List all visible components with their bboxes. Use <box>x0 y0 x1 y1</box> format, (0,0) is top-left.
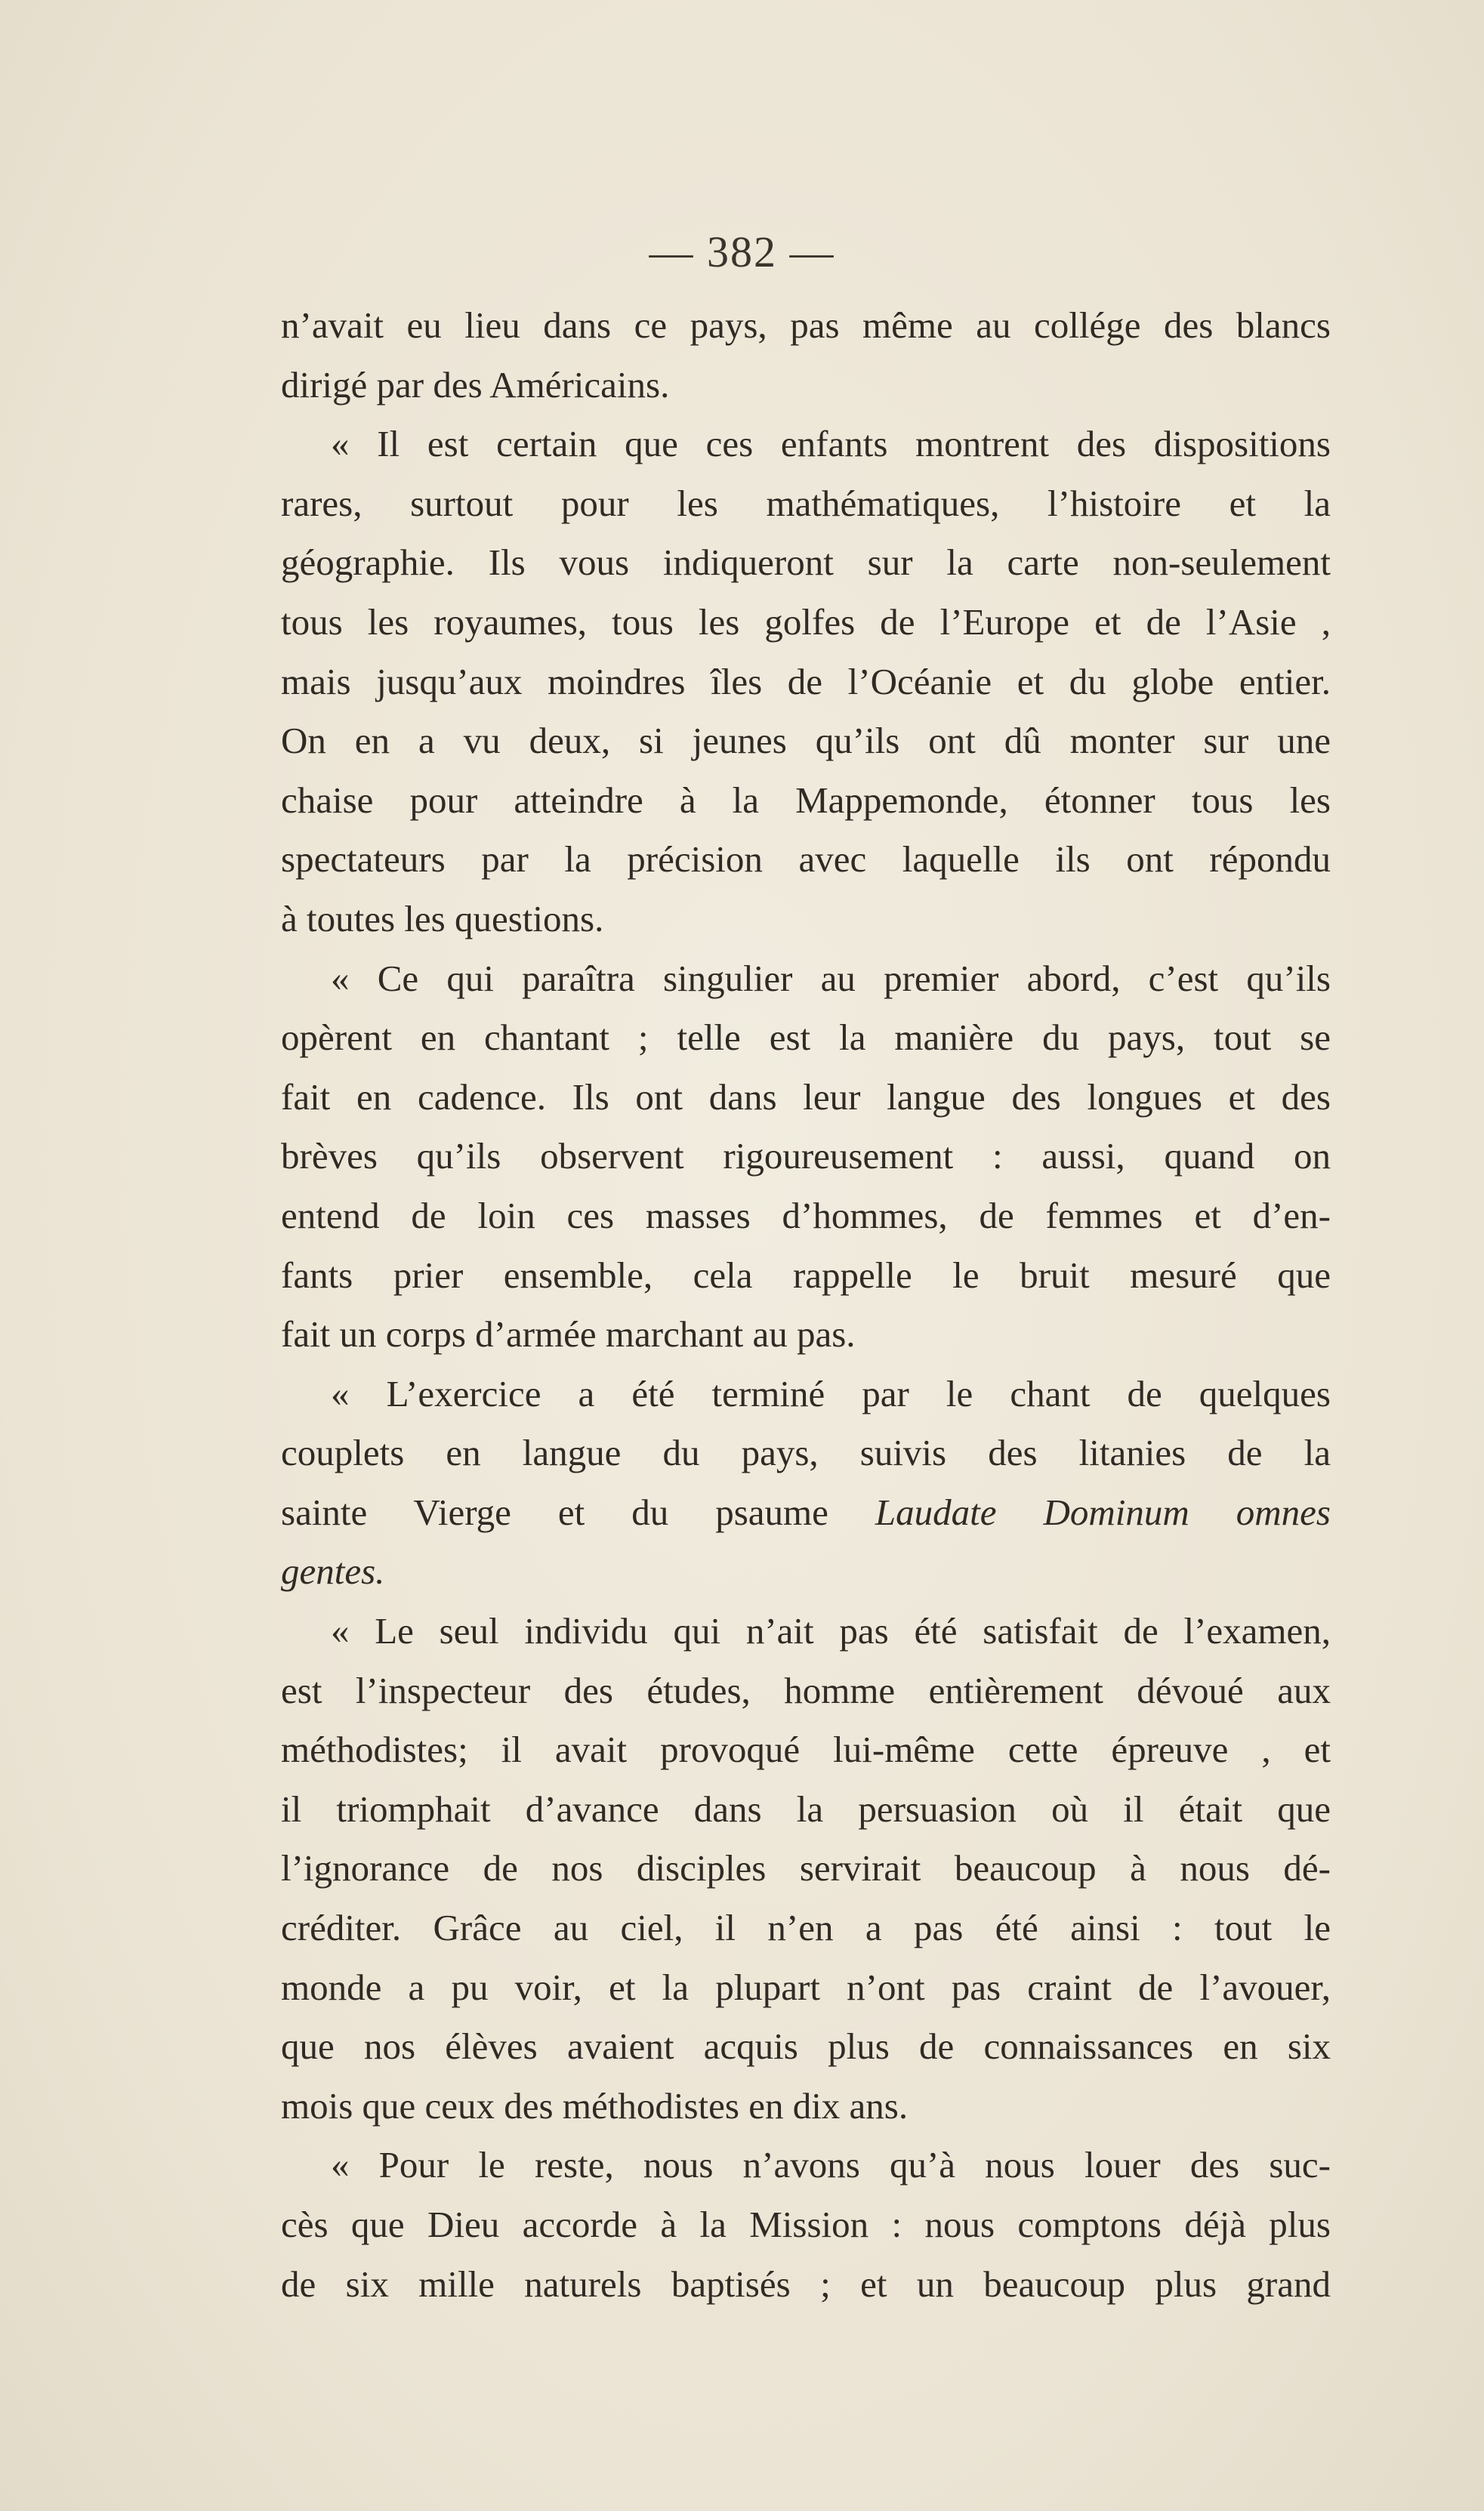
text-line: tous les royaumes, tous les golfes de l’Europe et de l’Asie , <box>281 600 1331 643</box>
paragraph-start-line: « L’exercice a été terminé par le chant de quelques <box>331 1372 1331 1414</box>
text-line: opèrent en chantant ; telle est la manière du pays, tout se <box>281 1016 1331 1059</box>
text-line: que nos élèves avaient acquis plus de connaissances en six <box>281 2025 1331 2068</box>
text-line: spectateurs par la précision avec laquelle ils ont répondu <box>281 838 1331 881</box>
text-line: l’ignorance de nos disciples servirait beaucoup à nous dé- <box>281 1847 1331 1889</box>
text-line: fait un corps d’armée marchant au pas. <box>281 1313 856 1356</box>
text-line: de six mille naturels baptisés ; et un beaucoup plus grand <box>281 2263 1331 2305</box>
paragraph-start-line: « Le seul individu qui n’ait pas été satisfait de l’examen, <box>331 1610 1331 1652</box>
text-line: rares, surtout pour les mathématiques, l’histoire et la <box>281 482 1331 524</box>
text-line: On en a vu deux, si jeunes qu’ils ont dû monter sur une <box>281 720 1331 762</box>
text-line-with-italic <box>281 1483 1331 1543</box>
text-line: monde a pu voir, et la plupart n’ont pas craint de l’avouer, <box>281 1966 1331 2008</box>
text-line: cès que Dieu accorde à la Mission : nous comptons déjà plus <box>281 2204 1331 2245</box>
paragraph-start-line: « Il est certain que ces enfants montrent des dispositions <box>331 423 1331 465</box>
text-run: sainte Vierge et du psaume <box>281 1491 828 1533</box>
text-line: à toutes les questions. <box>281 897 604 939</box>
page-number: — 382 — <box>649 227 835 276</box>
body-text <box>281 296 1331 2314</box>
text-line: fants prier ensemble, cela rappelle le bruit mesuré que <box>281 1254 1331 1296</box>
text-line: il triomphait d’avance dans la persuasion où il était que <box>281 1788 1331 1830</box>
text-line: est l’inspecteur des études, homme entièrement dévoué aux <box>281 1669 1331 1711</box>
paragraph-start-line: « Ce qui paraîtra singulier au premier abord, c’est qu’ils <box>331 957 1331 999</box>
text-line: entend de loin ces masses d’hommes, de femmes et d’en- <box>281 1194 1331 1236</box>
text-line <box>281 1542 1331 1602</box>
text-line: géographie. Ils vous indiqueront sur la carte non-seulement <box>281 541 1331 584</box>
text-line: méthodistes; il avait provoqué lui-même cette épreuve , et <box>281 1729 1331 1771</box>
text-line: mois que ceux des méthodistes en dix ans. <box>281 2084 909 2127</box>
italic-title-continued: gentes. <box>281 1550 385 1593</box>
text-line: fait en cadence. Ils ont dans leur langue des longues et des <box>281 1075 1331 1118</box>
text-line: créditer. Grâce au ciel, il n’en a pas été ainsi : tout le <box>281 1907 1331 1949</box>
text-line: couplets en langue du pays, suivis des litanies de la <box>281 1432 1331 1474</box>
text-line: dirigé par des Américains. <box>281 363 670 406</box>
text-line: n’avait eu lieu dans ce pays, pas même au collége des blancs <box>281 304 1331 346</box>
text-line: mais jusqu’aux moindres îles de l’Océanie et du globe entier. <box>281 660 1331 702</box>
italic-title: Laudate Dominum omnes <box>875 1491 1331 1533</box>
paragraph-start-line: « Pour le reste, nous n’avons qu’à nous louer des suc- <box>331 2144 1331 2186</box>
text-line: brèves qu’ils observent rigoureusement : aussi, quand on <box>281 1135 1331 1177</box>
text-line: chaise pour atteindre à la Mappemonde, étonner tous les <box>281 779 1331 821</box>
